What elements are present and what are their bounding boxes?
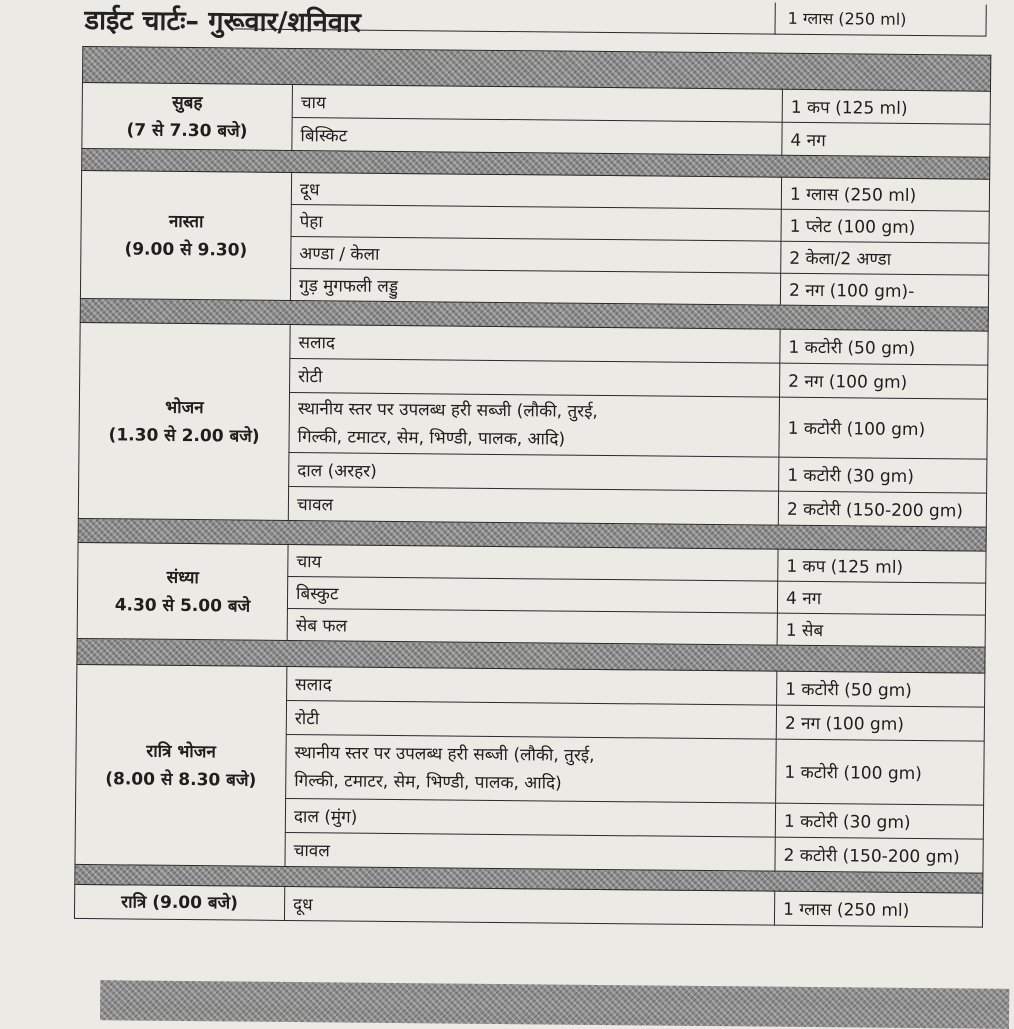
food-item-line-1: स्थानीय स्तर पर उपलब्ध हरी सब्जी (लौकी, तुरई,	[297, 398, 598, 422]
food-quantity: 1 ग्लास (250 ml)	[781, 177, 989, 211]
food-quantity: 1 कटोरी (30 gm)	[779, 457, 987, 493]
food-item: चाय	[288, 544, 778, 581]
food-quantity: 2 कटोरी (150-200 gm)	[778, 491, 986, 527]
food-item-line-1: स्थानीय स्तर पर उपलब्ध हरी सब्जी (लौकी, तुरई,	[294, 742, 595, 766]
food-item: दाल (अरहर)	[289, 452, 779, 491]
food-item: रोटी	[290, 358, 780, 397]
food-item: अण्डा / केला	[291, 236, 781, 273]
meal-cell-evening	[77, 542, 288, 640]
food-item: सलाद	[287, 666, 777, 705]
previous-table-qty-cell: 1 ग्लास (250 ml)	[774, 3, 986, 37]
food-quantity: 2 नग (100 gm)	[779, 363, 987, 399]
food-item-line-2: गिल्की, टमाटर, सेम, भिण्डी, पालक, आदि)	[297, 426, 566, 450]
food-item: चावल	[288, 486, 778, 525]
meal-time: (9.00 से 9.30)	[124, 238, 248, 261]
food-item: चावल	[285, 832, 775, 871]
meal-time: (1.30 से 2.00 बजे)	[108, 424, 260, 447]
food-item: बिस्किट	[292, 117, 782, 155]
food-item	[286, 734, 777, 803]
meal-cell-lunch	[78, 322, 290, 520]
food-item: दूध	[284, 886, 774, 925]
food-item: सलाद	[290, 324, 780, 363]
diet-chart-table	[74, 46, 991, 928]
food-item	[289, 392, 780, 457]
food-item: गुड़ मुगफली लड्डु	[290, 268, 780, 305]
meal-name: संध्या	[166, 567, 199, 588]
food-item: रोटी	[286, 700, 776, 739]
food-item: दूध	[291, 172, 781, 209]
food-quantity: 2 कटोरी (150-200 gm)	[775, 837, 983, 873]
meal-name: नास्ता	[168, 211, 204, 232]
meal-name: भोजन	[165, 397, 204, 418]
food-quantity: 1 प्लेट (100 gm)	[781, 209, 989, 243]
food-item: पेहा	[291, 204, 781, 241]
diet-chart-title: डाईट चार्टः– गुरूवार/शनिवार	[84, 4, 362, 39]
next-section-shaded-band	[100, 980, 1009, 1029]
food-quantity: 1 कटोरी (100 gm)	[779, 397, 988, 459]
food-quantity: 4 नग	[782, 122, 990, 157]
food-item: बिस्कुट	[287, 576, 777, 613]
food-item-line-2: गिल्की, टमाटर, सेम, भिण्डी, पालक, आदि)	[294, 770, 562, 794]
food-item: दाल (मुंग)	[285, 798, 775, 837]
meal-cell-breakfast	[80, 170, 291, 300]
food-quantity: 2 केला/2 अण्डा	[781, 241, 989, 275]
food-quantity: 4 नग	[777, 581, 985, 615]
meal-name: सुबह	[172, 92, 203, 113]
food-quantity: 1 कटोरी (100 gm)	[776, 739, 985, 805]
meal-cell-night: रात्रि (9.00 बजे)	[74, 884, 284, 920]
food-quantity: 1 कटोरी (50 gm)	[777, 671, 985, 707]
food-quantity: 1 कप (125 ml)	[782, 89, 990, 124]
meal-cell-dinner	[75, 664, 287, 866]
food-quantity: 2 नग (100 gm)	[776, 705, 984, 741]
food-quantity: 1 कप (125 ml)	[778, 549, 986, 583]
meal-cell-morning	[82, 82, 293, 150]
food-quantity: 1 कटोरी (50 gm)	[780, 329, 988, 365]
meal-name: रात्रि भोजन	[146, 741, 216, 762]
food-quantity: 1 कटोरी (30 gm)	[775, 803, 983, 839]
food-item: सेब फल	[287, 608, 777, 645]
food-item: चाय	[292, 84, 782, 122]
meal-time: 4.30 से 5.00 बजे	[114, 594, 251, 617]
meal-time: (7 से 7.30 बजे)	[126, 119, 248, 142]
food-quantity: 1 ग्लास (250 ml)	[774, 891, 982, 927]
meal-time: (8.00 से 8.30 बजे)	[105, 768, 257, 791]
food-quantity: 2 नग (100 gm)-	[780, 273, 988, 307]
food-quantity: 1 सेब	[777, 613, 985, 647]
